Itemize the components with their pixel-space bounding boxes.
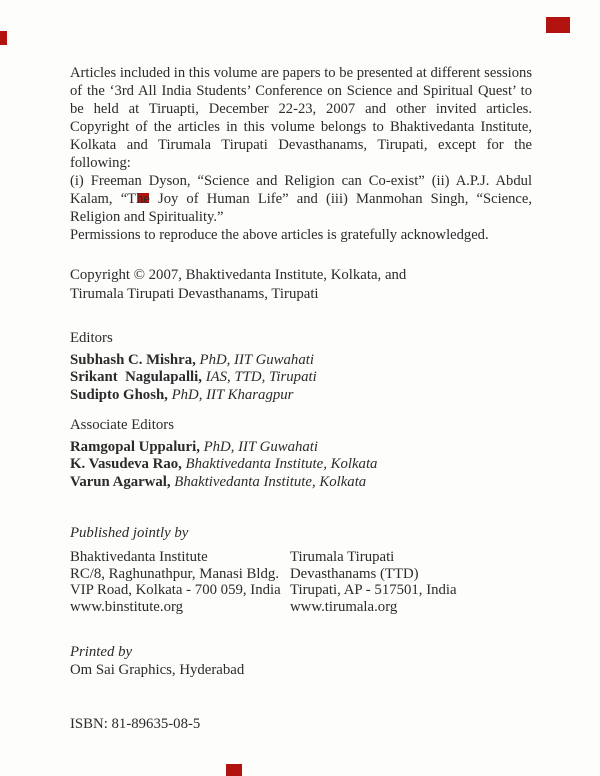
- rights-paragraph: Articles included in this volume are papers to be presented at different sessions of the ‘3rd All India Students’ Conference on Science and Spiritual Quest’ to be held at Tiruapti, December 22-23, 2007 and other invited articles. Copyright of the articles in this volume belongs to Bhaktivedanta Institute, Kolkata and Tirumala Tirupati Devasthanams, Tirupati, except for the following:: [70, 65, 532, 171]
- associate-editors-list: [70, 439, 532, 491]
- associate-editor-row: [70, 456, 532, 473]
- associate-editor-row: [70, 474, 532, 491]
- editor-name: Srikant Nagulapalli,: [70, 369, 202, 386]
- associate-editor-affiliation: PhD, IIT Guwahati: [203, 439, 319, 455]
- associate-editor-name: Ramgopal Uppaluri,: [70, 439, 200, 455]
- associate-editors-section: [70, 416, 532, 491]
- editor-name: Subhash C. Mishra,: [70, 352, 196, 368]
- publisher-columns: [70, 549, 532, 615]
- copyright-line-2: Tirumala Tirupati Devasthanams, Tirupati: [70, 285, 319, 302]
- editor-affiliation: IAS, TTD, Tirupati: [205, 369, 317, 386]
- publisher-left-column: [70, 549, 290, 615]
- copyright-block: [70, 266, 532, 303]
- associate-editor-name: Varun Agarwal,: [70, 473, 171, 490]
- editor-row: [70, 352, 532, 369]
- editor-name: Sudipto Ghosh,: [70, 386, 168, 403]
- editors-section: [70, 329, 532, 404]
- publisher-right-column: [290, 549, 457, 615]
- publisher-name-line-2: Devasthanams (TTD): [290, 565, 419, 582]
- editor-row: [70, 369, 532, 386]
- editor-row: [70, 387, 532, 404]
- publisher-name: Bhaktivedanta Institute: [70, 549, 208, 565]
- publisher-name: Tirumala Tirupati: [290, 549, 395, 565]
- editor-affiliation: PhD, IIT Kharagpur: [171, 386, 294, 403]
- editor-affiliation: PhD, IIT Guwahati: [199, 352, 314, 368]
- associate-editor-row: [70, 439, 532, 456]
- associate-editor-affiliation: Bhaktivedanta Institute, Kolkata: [174, 473, 367, 490]
- publisher-website: www.tirumala.org: [290, 598, 398, 615]
- associate-editors-heading: Associate Editors: [70, 417, 174, 433]
- publisher-website: www.binstitute.org: [70, 598, 184, 615]
- printer-name: Om Sai Graphics, Hyderabad: [70, 662, 245, 679]
- associate-editor-affiliation: Bhaktivedanta Institute, Kolkata: [185, 456, 378, 473]
- printer-section: [70, 643, 532, 679]
- permissions-line: Permissions to reproduce the above articles is gratefully acknowledged.: [70, 227, 489, 243]
- red-scan-mark-left-edge: [0, 31, 7, 45]
- editors-heading: Editors: [70, 330, 113, 346]
- publisher-address-line: RC/8, Raghunathpur, Manasi Bldg.: [70, 565, 280, 582]
- exceptions-paragraph: (i) Freeman Dyson, “Science and Religion can Co-exist” (ii) A.P.J. Abdul Kalam, “The Joy of Human Life” and (iii) Manmohan Singh, “Science, Religion and Spirituality.”: [70, 173, 532, 225]
- red-scan-mark-bottom: [226, 764, 242, 776]
- isbn-line: ISBN: 81-89635-08-5: [70, 716, 201, 732]
- red-scan-mark-top-right: [546, 17, 570, 33]
- printed-by-heading: Printed by: [70, 644, 133, 660]
- editors-list: [70, 352, 532, 404]
- rights-notice: [70, 64, 532, 244]
- publisher-address-line: VIP Road, Kolkata - 700 059, India: [70, 582, 281, 599]
- publishers-section: [70, 524, 532, 615]
- publisher-address-line: Tirupati, AP - 517501, India: [290, 582, 457, 599]
- published-jointly-by-heading: Published jointly by: [70, 525, 189, 541]
- copyright-line-1: Copyright © 2007, Bhaktivedanta Institute, Kolkata, and: [70, 267, 407, 283]
- associate-editor-name: K. Vasudeva Rao,: [70, 456, 182, 473]
